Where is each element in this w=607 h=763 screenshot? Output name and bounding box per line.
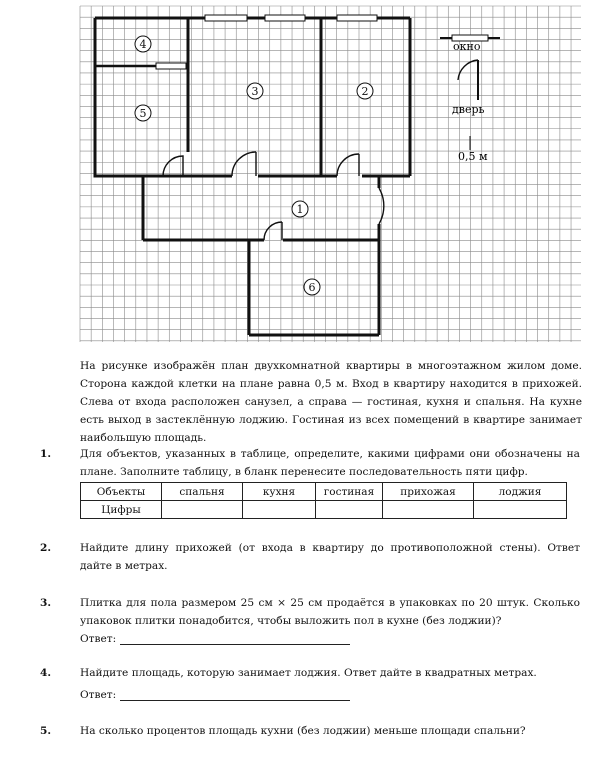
apartment-plan xyxy=(0,0,607,345)
room-numbers xyxy=(135,36,373,295)
table-header-cell: Цифры xyxy=(81,501,162,519)
answer-cell[interactable] xyxy=(316,501,383,519)
question-number: 3. xyxy=(40,597,52,609)
question-number: 2. xyxy=(40,542,52,554)
table-header-cell: прихожая xyxy=(383,483,474,501)
answer-label: Ответ: xyxy=(80,689,117,701)
answer-field[interactable] xyxy=(120,632,350,645)
room-6-label: 6 xyxy=(308,281,316,294)
table-row xyxy=(81,483,567,501)
plan-legend xyxy=(440,35,500,163)
answer-cell[interactable] xyxy=(474,501,567,519)
answer-cell[interactable] xyxy=(243,501,316,519)
door-legend-symbol xyxy=(458,60,478,100)
room-1-label: 1 xyxy=(296,203,304,216)
question-number: 5. xyxy=(40,725,52,737)
question-text: Найдите длину прихожей (от входа в квартиру до противоположной стены). Ответ дайте в метрах. xyxy=(80,542,580,572)
answer-field[interactable] xyxy=(120,688,350,701)
scale-legend-label: 0,5 м xyxy=(458,150,488,163)
table-header-cell: Объекты xyxy=(81,483,162,501)
answer-4 xyxy=(80,688,350,701)
answer-table xyxy=(80,482,567,519)
question-text: На сколько процентов площадь кухни (без лоджии) меньше площади спальни? xyxy=(80,725,526,737)
room-4-label: 4 xyxy=(139,38,147,51)
question-text: Плитка для пола размером 25 см × 25 см продаётся в упаковках по 20 штук. Сколько упаковок плитки понадобится, чтобы выложить пол в кухне (без лоджии)? xyxy=(80,597,580,627)
question-number: 4. xyxy=(40,667,52,679)
question-text: Найдите площадь, которую занимает лоджия. Ответ дайте в квадратных метрах. xyxy=(80,667,537,679)
question-text: Для объектов, указанных в таблице, определите, какими цифрами они обозначены на плане. Заполните таблицу, в бланк перенесите последовательность пяти цифр. xyxy=(80,448,580,478)
table-header-cell: кухня xyxy=(243,483,316,501)
question-number: 1. xyxy=(40,448,52,460)
table-header-cell: спальня xyxy=(162,483,243,501)
answer-cell[interactable] xyxy=(383,501,474,519)
answer-label: Ответ: xyxy=(80,633,117,645)
plan-grid xyxy=(80,6,581,342)
room-2-label: 2 xyxy=(361,85,369,98)
answer-3 xyxy=(80,632,350,645)
table-header-cell: гостиная xyxy=(316,483,383,501)
answer-cell[interactable] xyxy=(162,501,243,519)
room-3-label: 3 xyxy=(251,85,259,98)
door-legend-label: дверь xyxy=(452,103,485,116)
intro-paragraph: На рисунке изображён план двухкомнатной квартиры в многоэтажном жилом доме. Сторона каждой клетки на плане равна 0,5 м. Вход в квартиру находится в прихожей. Слева от входа расположен санузел, а справа — гостиная, кухня и спальня. На кухне есть выход в застеклённую лоджию. Гостиная из всех помещений в квартире занимает наибольшую площадь. xyxy=(80,360,582,444)
window-legend-label: окно xyxy=(453,40,481,53)
table-row xyxy=(81,501,567,519)
table-header-cell: лоджия xyxy=(474,483,567,501)
room-5-label: 5 xyxy=(139,107,147,120)
plan-walls xyxy=(95,18,410,335)
